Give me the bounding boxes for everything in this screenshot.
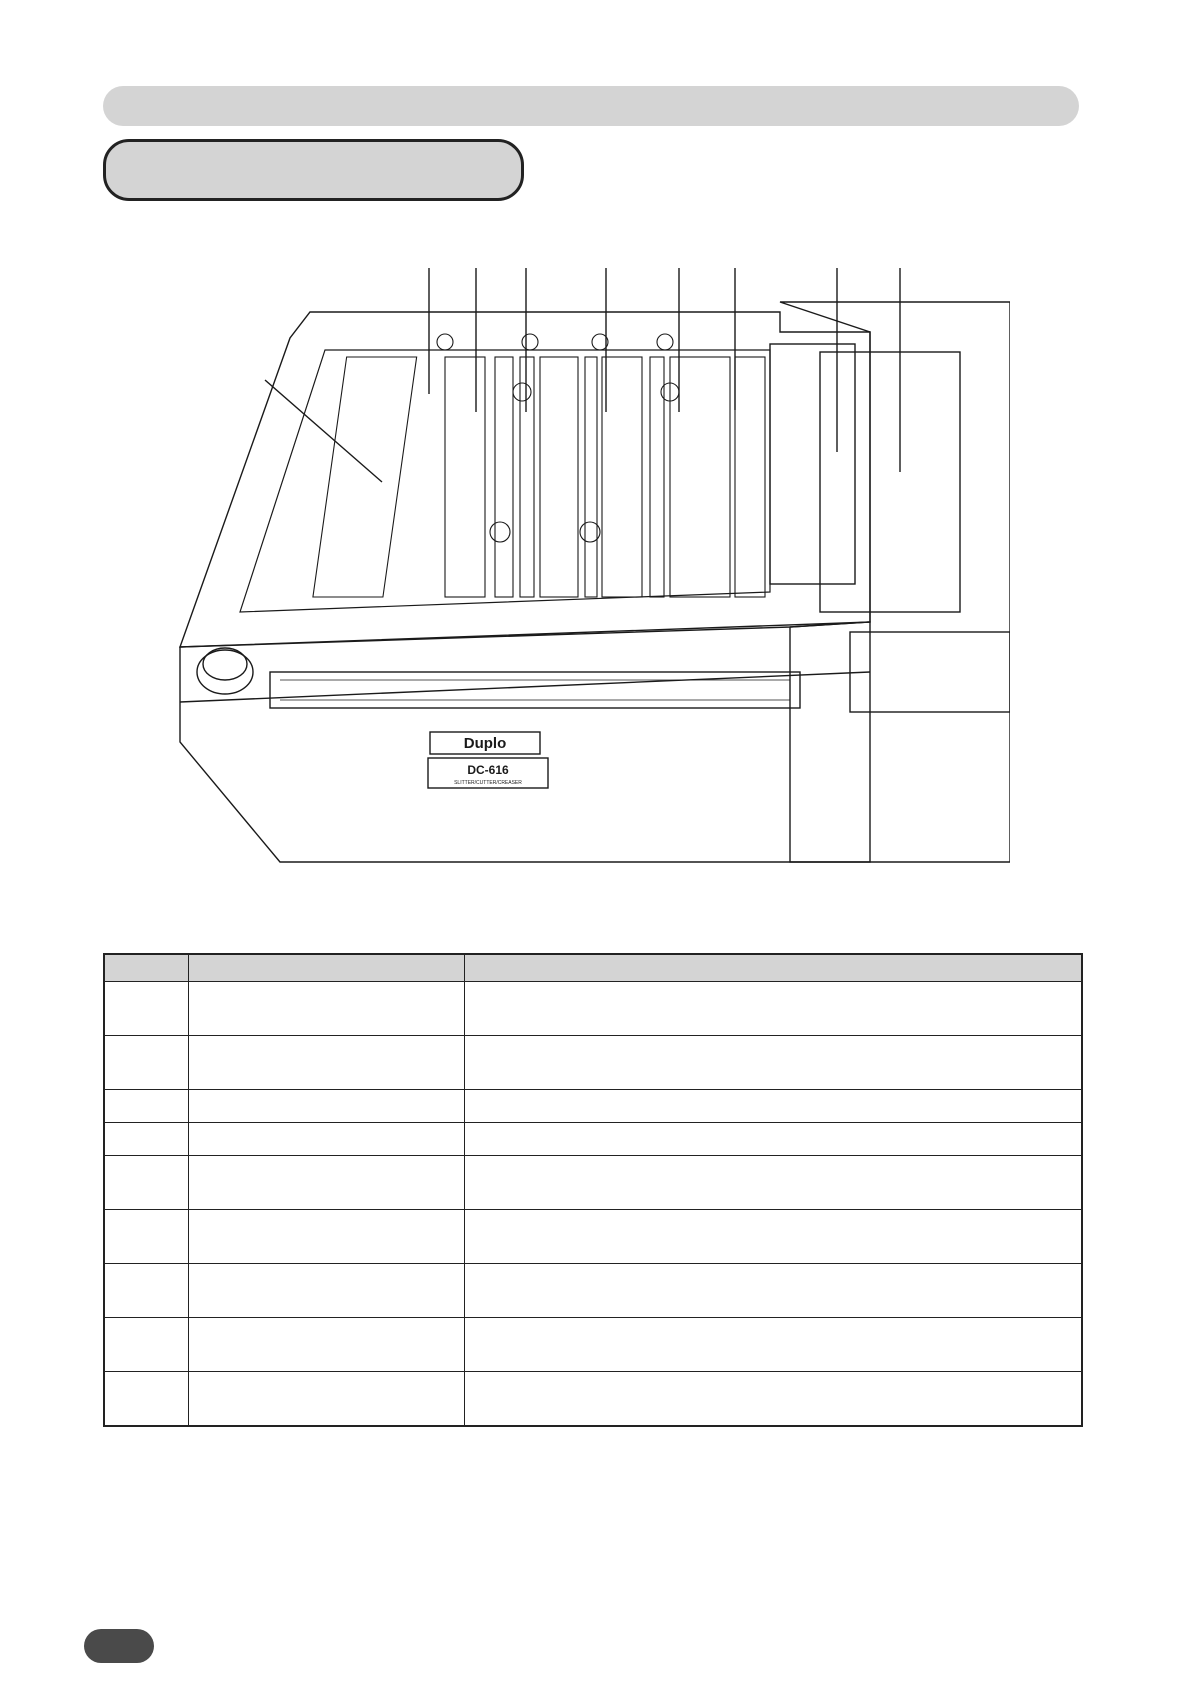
cell-name <box>188 1123 464 1156</box>
cell-function <box>464 1318 1082 1372</box>
subsection-title-box <box>103 139 524 201</box>
header-name <box>188 954 464 982</box>
table-row <box>104 982 1082 1036</box>
cell-number <box>104 1090 188 1123</box>
parts-table <box>103 953 1083 1427</box>
table-row <box>104 1210 1082 1264</box>
cell-name <box>188 1264 464 1318</box>
cell-function <box>464 1123 1082 1156</box>
cell-name <box>188 982 464 1036</box>
table-row <box>104 1036 1082 1090</box>
header-number <box>104 954 188 982</box>
page-number-badge <box>84 1629 154 1663</box>
table-header-row <box>104 954 1082 982</box>
cell-function <box>464 1372 1082 1427</box>
cell-name <box>188 1372 464 1427</box>
cell-function <box>464 1264 1082 1318</box>
cell-name <box>188 1210 464 1264</box>
cell-name <box>188 1090 464 1123</box>
model-plate-subtitle: SLITTER/CUTTER/CREASER <box>454 780 522 786</box>
cell-function <box>464 1210 1082 1264</box>
table-row <box>104 1090 1082 1123</box>
table-row <box>104 1123 1082 1156</box>
scale-strip <box>270 672 800 708</box>
cell-number <box>104 1318 188 1372</box>
cell-function <box>464 1090 1082 1123</box>
cell-number <box>104 1372 188 1427</box>
cell-function <box>464 982 1082 1036</box>
brand-plate-text: Duplo <box>463 735 507 752</box>
table-row <box>104 1318 1082 1372</box>
section-title-bar <box>103 86 1079 126</box>
model-plate-text: DC-616 <box>467 763 509 777</box>
cell-number <box>104 1123 188 1156</box>
cell-function <box>464 1036 1082 1090</box>
header-function <box>464 954 1082 982</box>
machine-front-panel <box>180 622 870 862</box>
cell-name <box>188 1036 464 1090</box>
cell-function <box>464 1156 1082 1210</box>
cell-number <box>104 982 188 1036</box>
callout-line-9 <box>265 380 382 482</box>
side-module <box>780 302 1010 862</box>
cell-number <box>104 1036 188 1090</box>
cell-number <box>104 1156 188 1210</box>
table-row <box>104 1264 1082 1318</box>
table-row <box>104 1372 1082 1427</box>
machine-top-view-illustration <box>170 262 1010 872</box>
cell-name <box>188 1156 464 1210</box>
cell-name <box>188 1318 464 1372</box>
cell-number <box>104 1264 188 1318</box>
table-row <box>104 1156 1082 1210</box>
cell-number <box>104 1210 188 1264</box>
